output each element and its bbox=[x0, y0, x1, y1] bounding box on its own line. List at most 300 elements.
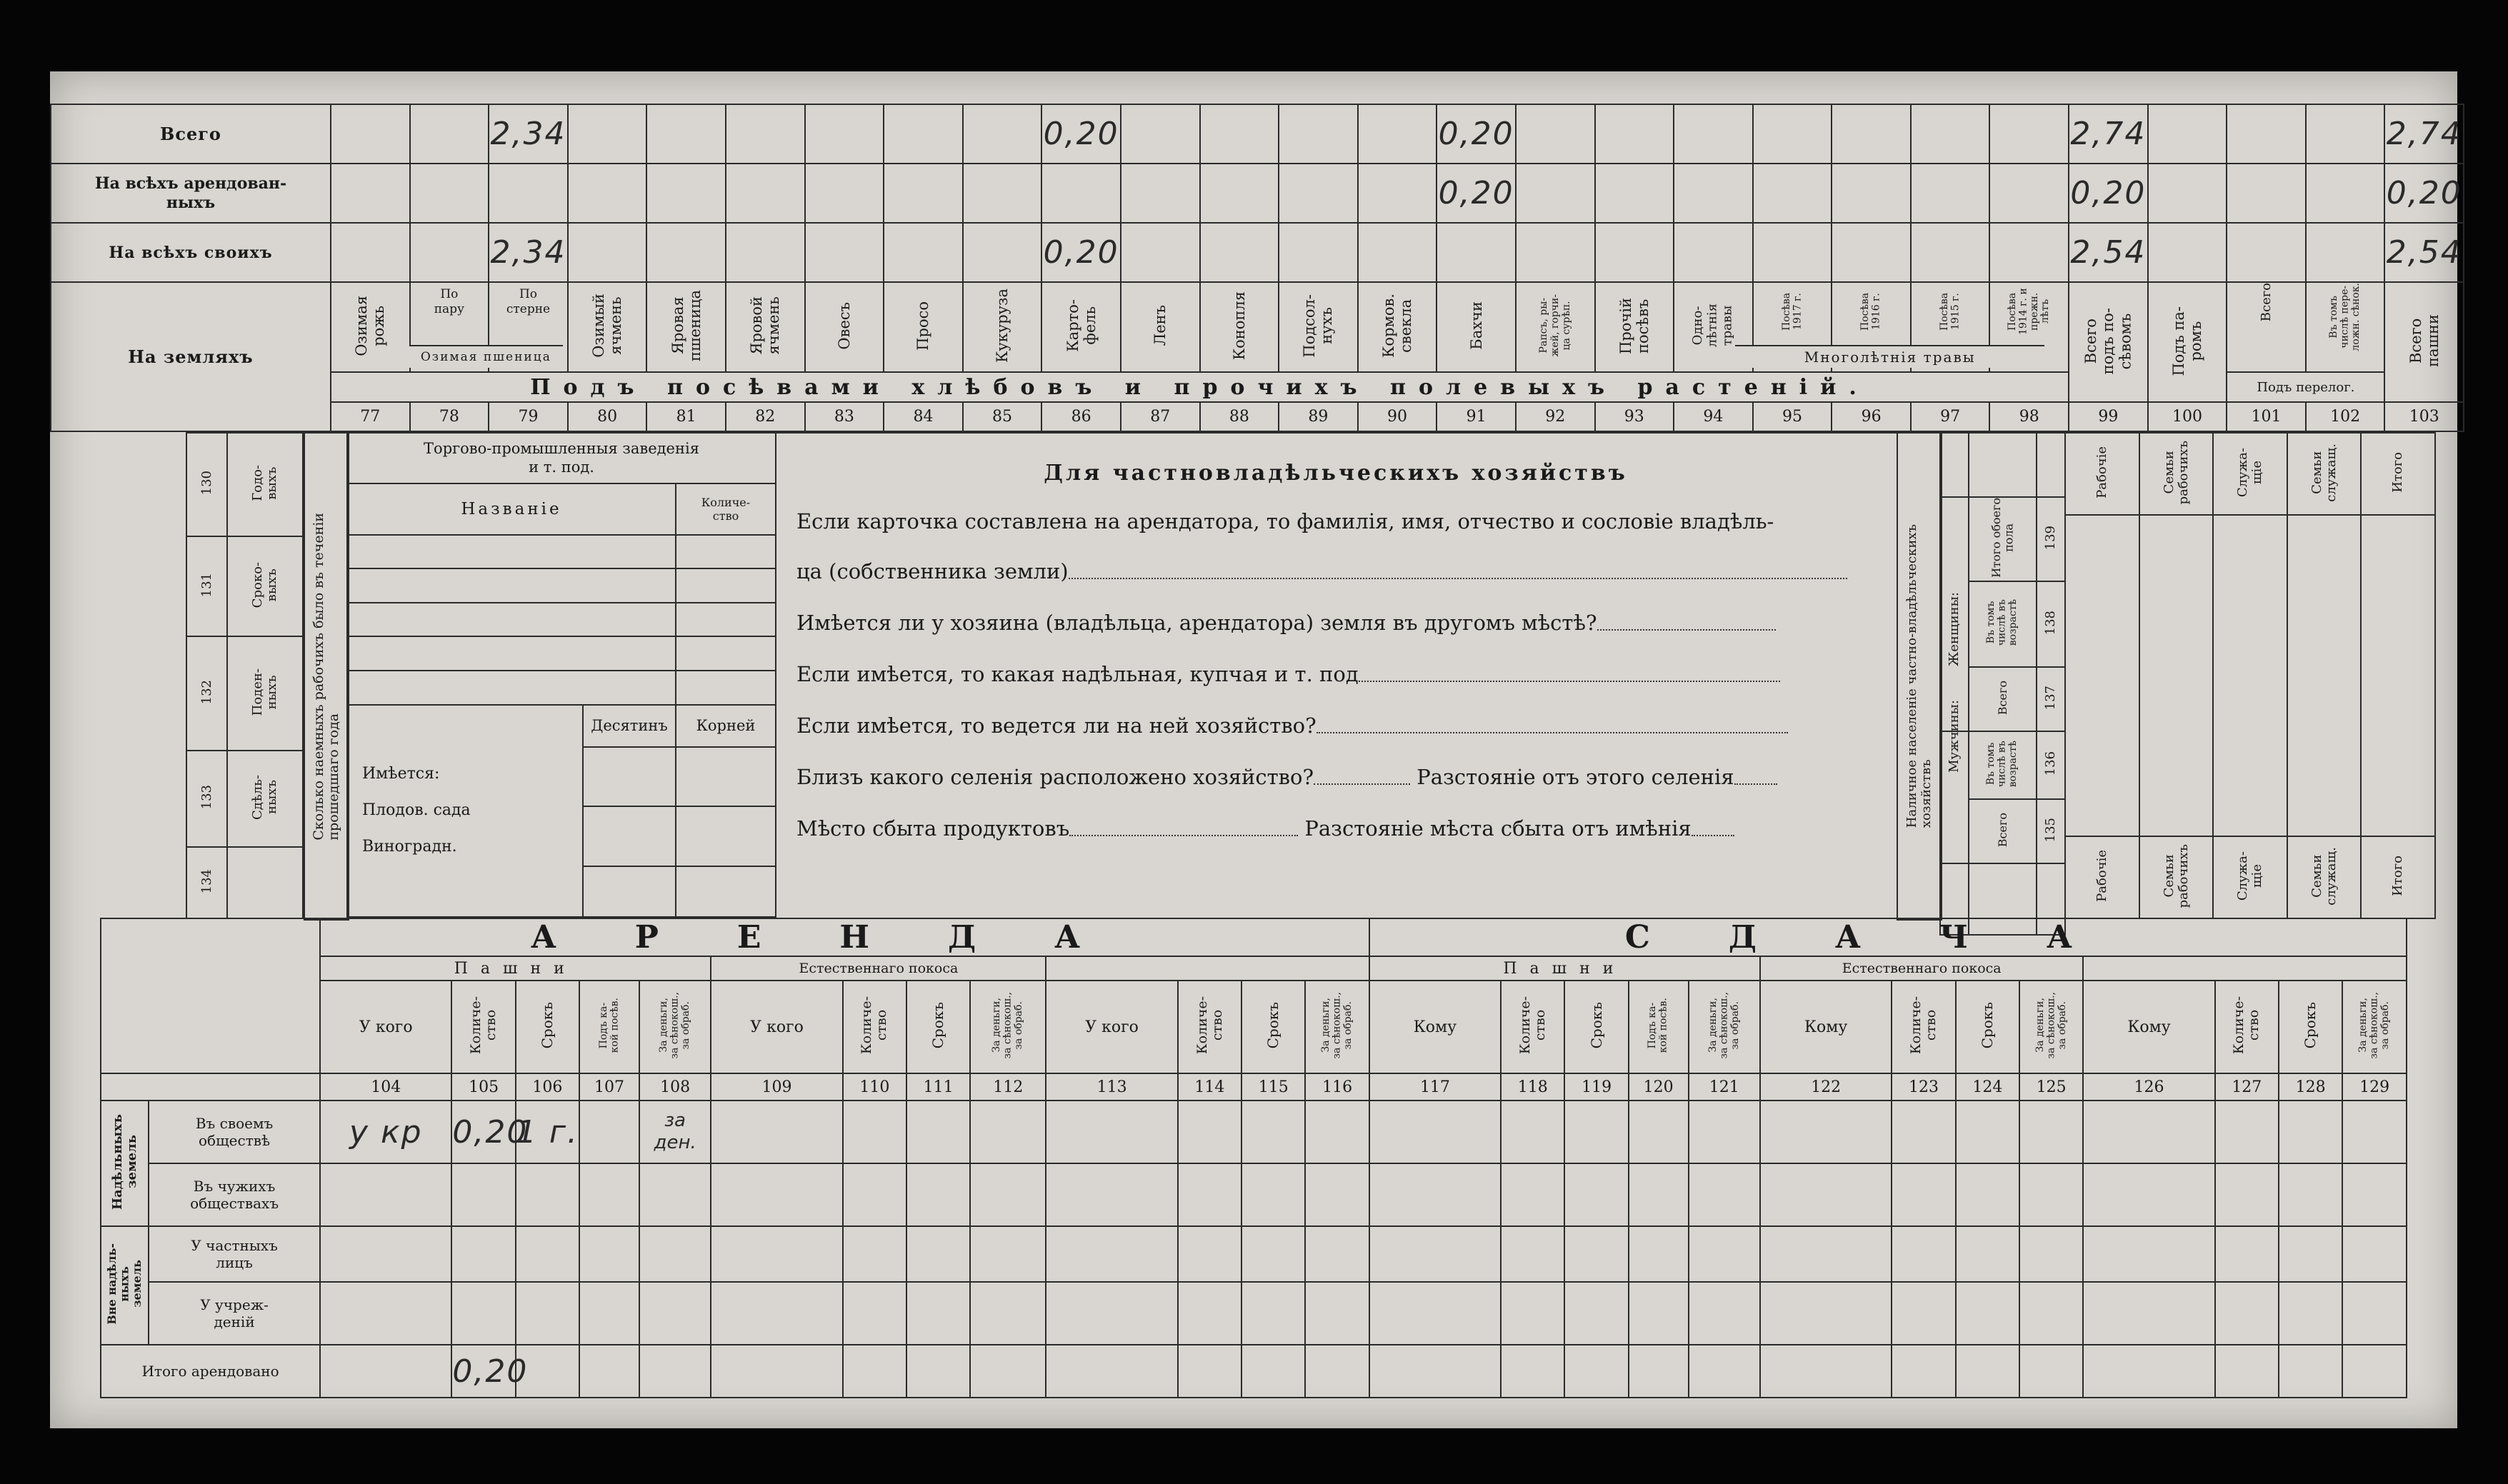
cell-svoi-85[interactable] bbox=[963, 223, 1042, 282]
arenda-cell[interactable] bbox=[1564, 1282, 1628, 1345]
arenda-cell[interactable] bbox=[2019, 1163, 2083, 1226]
arenda-cell[interactable] bbox=[516, 1282, 579, 1345]
arenda-cell[interactable] bbox=[2019, 1101, 2083, 1163]
arenda-cell[interactable] bbox=[2215, 1101, 2279, 1163]
arenda-cell[interactable] bbox=[1629, 1226, 1689, 1282]
cell-svoi-91[interactable] bbox=[1437, 223, 1516, 282]
arenda-cell[interactable] bbox=[1629, 1101, 1689, 1163]
arenda-cell[interactable] bbox=[906, 1226, 970, 1282]
col-head-label: Срокъ bbox=[1264, 1002, 1282, 1049]
cell-svoi-103[interactable] bbox=[2384, 223, 2464, 282]
arenda-cell[interactable] bbox=[2342, 1163, 2407, 1226]
arenda-cell[interactable] bbox=[1178, 1226, 1241, 1282]
cell-vsego-99[interactable] bbox=[2069, 104, 2148, 164]
handwritten-value: 0,20 bbox=[1043, 234, 1119, 271]
v-tom-chisle-m: Въ томъ числѣ въ возрастѣ bbox=[1985, 740, 2019, 788]
arenda-cell[interactable] bbox=[320, 1101, 451, 1163]
cell-vsego-80[interactable] bbox=[568, 104, 647, 164]
cell-arend-96[interactable] bbox=[1832, 164, 1911, 223]
col-header-82 bbox=[726, 282, 805, 372]
cell-svoi-84[interactable] bbox=[884, 223, 963, 282]
extra-korney[interactable] bbox=[676, 866, 776, 917]
arenda-cell[interactable] bbox=[579, 1101, 639, 1163]
cell-vsego-95[interactable] bbox=[1753, 104, 1832, 164]
sdacha-header: СДАЧА bbox=[1369, 918, 2407, 956]
cell-svoi-98[interactable] bbox=[1989, 223, 2069, 282]
arenda-cell[interactable] bbox=[320, 1163, 451, 1226]
cell-vsego-102[interactable] bbox=[2306, 104, 2385, 164]
nalichnoe-label: Наличное населенiе частно-владѣльческихъ хозяйствъ bbox=[1904, 524, 1934, 828]
arenda-cell[interactable] bbox=[451, 1282, 515, 1345]
cell-svoi-97[interactable] bbox=[1911, 223, 1990, 282]
cell-vsego-83[interactable] bbox=[805, 104, 884, 164]
col-label: Кормов. свекла bbox=[1379, 294, 1415, 358]
arenda-cell[interactable] bbox=[639, 1282, 711, 1345]
cell-vsego-96[interactable] bbox=[1832, 104, 1911, 164]
arenda-cell[interactable] bbox=[1892, 1282, 1955, 1345]
handwritten-value: 2,54 bbox=[2386, 234, 2462, 271]
arenda-cell[interactable] bbox=[1241, 1282, 1305, 1345]
col-header-90 bbox=[1358, 282, 1437, 372]
col-num-115: 115 bbox=[1241, 1073, 1305, 1101]
cell-svoi-94[interactable] bbox=[1674, 223, 1753, 282]
arenda-cell[interactable] bbox=[1956, 1101, 2019, 1163]
arenda-cell[interactable] bbox=[1241, 1345, 1305, 1398]
handwritten-value: 2,54 bbox=[2070, 234, 2147, 271]
cell-svoi-93[interactable] bbox=[1595, 223, 1674, 282]
arenda-cell[interactable] bbox=[1369, 1101, 1501, 1163]
col-head-komu bbox=[2083, 981, 2214, 1073]
arenda-cell[interactable] bbox=[2083, 1345, 2214, 1398]
cell-svoi-78[interactable] bbox=[410, 223, 489, 282]
arenda-cell[interactable] bbox=[906, 1163, 970, 1226]
cell-arend-94[interactable] bbox=[1674, 164, 1753, 223]
cell-arend-103[interactable] bbox=[2384, 164, 2464, 223]
arenda-cell[interactable] bbox=[2083, 1163, 2214, 1226]
col-num-116: 116 bbox=[1305, 1073, 1369, 1101]
torg-row-qty[interactable] bbox=[676, 603, 776, 637]
cell-vsego-92[interactable] bbox=[1516, 104, 1595, 164]
col-head-u_kogo bbox=[711, 981, 842, 1073]
arenda-cell[interactable] bbox=[639, 1226, 711, 1282]
col-header-85 bbox=[963, 282, 1042, 372]
torg-row-qty[interactable] bbox=[676, 636, 776, 671]
cell-svoi-88[interactable] bbox=[1200, 223, 1279, 282]
cell-vsego-79[interactable] bbox=[489, 104, 568, 164]
arenda-cell[interactable] bbox=[1564, 1101, 1628, 1163]
cell-svoi-79[interactable] bbox=[489, 223, 568, 282]
cell-arend-89[interactable] bbox=[1279, 164, 1358, 223]
cell-arend-86[interactable] bbox=[1041, 164, 1121, 223]
arenda-cell[interactable] bbox=[1892, 1226, 1955, 1282]
col-num-118: 118 bbox=[1501, 1073, 1564, 1101]
arenda-cell[interactable] bbox=[906, 1101, 970, 1163]
worker-cell[interactable] bbox=[2213, 515, 2287, 836]
col-head-kolichestvo bbox=[451, 981, 515, 1073]
arenda-cell[interactable] bbox=[1241, 1226, 1305, 1282]
cell-arend-80[interactable] bbox=[568, 164, 647, 223]
arenda-cell[interactable] bbox=[639, 1163, 711, 1226]
arenda-cell[interactable] bbox=[1178, 1282, 1241, 1345]
cell-arend-91[interactable] bbox=[1437, 164, 1516, 223]
arenda-cell[interactable] bbox=[1629, 1282, 1689, 1345]
arenda-cell[interactable] bbox=[1689, 1101, 1761, 1163]
cell-arend-84[interactable] bbox=[884, 164, 963, 223]
arenda-cell[interactable] bbox=[2215, 1163, 2279, 1226]
cell-arend-78[interactable] bbox=[410, 164, 489, 223]
cell-svoi-102[interactable] bbox=[2306, 223, 2385, 282]
col-label: Подсол- нухъ bbox=[1301, 294, 1336, 358]
cell-vsego-93[interactable] bbox=[1595, 104, 1674, 164]
arenda-cell[interactable] bbox=[1305, 1282, 1369, 1345]
cell-vsego-90[interactable] bbox=[1358, 104, 1437, 164]
arenda-cell[interactable] bbox=[2083, 1282, 2214, 1345]
arenda-cell[interactable] bbox=[843, 1226, 906, 1282]
arenda-cell[interactable] bbox=[1305, 1226, 1369, 1282]
arenda-cell[interactable] bbox=[2342, 1101, 2407, 1163]
vinograd-desyatin[interactable] bbox=[583, 806, 676, 866]
cell-arend-92[interactable] bbox=[1516, 164, 1595, 223]
cell-vsego-88[interactable] bbox=[1200, 104, 1279, 164]
question-6: Близъ какого селенiя расположено хозяйство? Разстоянiе отъ этого селенiя bbox=[796, 765, 1777, 789]
col-head-label: Подъ ка- кой посѣв. bbox=[597, 998, 620, 1053]
arenda-cell[interactable] bbox=[1501, 1101, 1564, 1163]
arenda-cell[interactable] bbox=[516, 1226, 579, 1282]
arenda-cell[interactable] bbox=[579, 1226, 639, 1282]
cell-vsego-98[interactable] bbox=[1989, 104, 2069, 164]
arenda-cell[interactable] bbox=[906, 1282, 970, 1345]
worker-cell[interactable] bbox=[2287, 515, 2362, 836]
arenda-cell[interactable] bbox=[1689, 1282, 1761, 1345]
cell-arend-85[interactable] bbox=[963, 164, 1042, 223]
arenda-cell[interactable] bbox=[1178, 1101, 1241, 1163]
worker-num-133: 133 bbox=[199, 785, 214, 810]
cell-svoi-96[interactable] bbox=[1832, 223, 1911, 282]
cell-arend-90[interactable] bbox=[1358, 164, 1437, 223]
worker-cell[interactable] bbox=[2361, 515, 2435, 836]
cell-vsego-87[interactable] bbox=[1121, 104, 1200, 164]
arenda-cell[interactable] bbox=[1689, 1226, 1761, 1282]
arenda-cell[interactable] bbox=[1241, 1101, 1305, 1163]
cell-arend-88[interactable] bbox=[1200, 164, 1279, 223]
col-num-94: 94 bbox=[1674, 402, 1753, 431]
arenda-cell[interactable] bbox=[2342, 1226, 2407, 1282]
col-header-84 bbox=[884, 282, 963, 372]
vsego-zh: Всего bbox=[1995, 680, 2009, 716]
sad-desyatin[interactable] bbox=[583, 747, 676, 806]
torg-row-qty[interactable] bbox=[676, 568, 776, 603]
arenda-cell[interactable] bbox=[1564, 1163, 1628, 1226]
cell-arend-102[interactable] bbox=[2306, 164, 2385, 223]
cell-svoi-101[interactable] bbox=[2227, 223, 2306, 282]
census-card bbox=[50, 71, 2462, 1428]
cell-vsego-81[interactable] bbox=[646, 104, 726, 164]
arenda-cell[interactable] bbox=[2019, 1226, 2083, 1282]
arenda-cell[interactable] bbox=[906, 1345, 970, 1398]
col-head-kolichestvo bbox=[843, 981, 906, 1073]
cell-svoi-77[interactable] bbox=[331, 223, 410, 282]
cell-arend-99[interactable] bbox=[2069, 164, 2148, 223]
arenda-cell[interactable] bbox=[516, 1163, 579, 1226]
cell-vsego-78[interactable] bbox=[410, 104, 489, 164]
workers-table bbox=[2064, 432, 2436, 918]
cell-svoi-82[interactable] bbox=[726, 223, 805, 282]
arenda-cell[interactable] bbox=[970, 1163, 1046, 1226]
nadelnykh-label: Надѣльныхъ земель bbox=[109, 1114, 139, 1210]
arenda-cell[interactable] bbox=[970, 1226, 1046, 1282]
torg-row[interactable] bbox=[347, 636, 676, 671]
cell-vsego-97[interactable] bbox=[1911, 104, 1990, 164]
col-label: Овесъ bbox=[835, 301, 853, 350]
cell-arend-98[interactable] bbox=[1989, 164, 2069, 223]
cell-arend-81[interactable] bbox=[646, 164, 726, 223]
arenda-cell[interactable] bbox=[1305, 1163, 1369, 1226]
cell-vsego-94[interactable] bbox=[1674, 104, 1753, 164]
arenda-cell[interactable] bbox=[2083, 1226, 2214, 1282]
arenda-cell[interactable] bbox=[2279, 1163, 2342, 1226]
col-head-label: Срокъ bbox=[538, 1002, 556, 1049]
col-head-kolichestvo bbox=[1178, 981, 1241, 1073]
arenda-cell[interactable] bbox=[1369, 1282, 1501, 1345]
torg-row[interactable] bbox=[347, 671, 676, 705]
arenda-cell[interactable] bbox=[1760, 1163, 1892, 1226]
arenda-cell[interactable] bbox=[579, 1282, 639, 1345]
col-head-label: Срокъ bbox=[2302, 1002, 2319, 1049]
cell-svoi-86[interactable] bbox=[1041, 223, 1121, 282]
cell-svoi-95[interactable] bbox=[1753, 223, 1832, 282]
col-head-label: У кого bbox=[359, 1018, 413, 1036]
arenda-cell[interactable] bbox=[1629, 1345, 1689, 1398]
arenda-cell[interactable] bbox=[1760, 1345, 1892, 1398]
arenda-cell[interactable] bbox=[2215, 1282, 2279, 1345]
cell-svoi-90[interactable] bbox=[1358, 223, 1437, 282]
arenda-cell[interactable] bbox=[711, 1101, 842, 1163]
cell-arend-77[interactable] bbox=[331, 164, 410, 223]
arenda-cell[interactable] bbox=[843, 1345, 906, 1398]
col-head-srok bbox=[1956, 981, 2019, 1073]
vinograd-korney[interactable] bbox=[676, 806, 776, 866]
cell-arend-101[interactable] bbox=[2227, 164, 2306, 223]
arenda-cell[interactable] bbox=[1305, 1101, 1369, 1163]
col-num-105: 105 bbox=[451, 1073, 515, 1101]
cell-vsego-100[interactable] bbox=[2148, 104, 2227, 164]
worker-head-bottom: Итого bbox=[2390, 856, 2406, 896]
arenda-cell[interactable] bbox=[2279, 1282, 2342, 1345]
arenda-cell[interactable] bbox=[1501, 1226, 1564, 1282]
skolko-label: Сколько наемныхъ рабочихъ было въ теченiи прошедшаго года bbox=[311, 512, 341, 841]
arenda-cell[interactable] bbox=[2342, 1345, 2407, 1398]
arenda-cell[interactable] bbox=[320, 1345, 451, 1398]
col-header-88 bbox=[1200, 282, 1279, 372]
arenda-cell[interactable] bbox=[1760, 1101, 1892, 1163]
cell-vsego-82[interactable] bbox=[726, 104, 805, 164]
arenda-cell[interactable] bbox=[451, 1345, 529, 1398]
cell-vsego-91[interactable] bbox=[1437, 104, 1516, 164]
arenda-cell[interactable] bbox=[970, 1282, 1046, 1345]
col-num-79: 79 bbox=[489, 402, 568, 431]
arenda-cell[interactable] bbox=[1046, 1163, 1177, 1226]
arenda-cell[interactable] bbox=[1564, 1345, 1628, 1398]
col-head-za_dengi bbox=[1689, 981, 1761, 1073]
torg-row[interactable] bbox=[347, 568, 676, 603]
arenda-cell[interactable] bbox=[1892, 1101, 1955, 1163]
cell-arend-97[interactable] bbox=[1911, 164, 1990, 223]
cell-vsego-84[interactable] bbox=[884, 104, 963, 164]
arenda-cell[interactable] bbox=[2279, 1101, 2342, 1163]
torg-row[interactable] bbox=[347, 603, 676, 637]
arenda-cell[interactable] bbox=[1689, 1163, 1761, 1226]
cell-svoi-99[interactable] bbox=[2069, 223, 2148, 282]
arenda-cell[interactable] bbox=[1629, 1163, 1689, 1226]
sad-korney[interactable] bbox=[676, 747, 776, 806]
arenda-cell[interactable] bbox=[1689, 1345, 1761, 1398]
arenda-cell[interactable] bbox=[1760, 1226, 1892, 1282]
question-1: Если карточка составлена на арендатора, то фамилiя, имя, отчество и сословiе владѣль- bbox=[796, 509, 1774, 533]
pop-num-139: 139 bbox=[2043, 525, 2059, 551]
torg-row[interactable] bbox=[347, 535, 676, 569]
cell-svoi-100[interactable] bbox=[2148, 223, 2227, 282]
arenda-cell[interactable] bbox=[1178, 1345, 1241, 1398]
cell-svoi-92[interactable] bbox=[1516, 223, 1595, 282]
col-num-111: 111 bbox=[906, 1073, 970, 1101]
cell-arend-79[interactable] bbox=[489, 164, 568, 223]
arenda-cell[interactable] bbox=[639, 1101, 711, 1163]
arenda-header: АРЕНДА bbox=[320, 918, 1369, 956]
arenda-cell[interactable] bbox=[711, 1226, 842, 1282]
cell-arend-87[interactable] bbox=[1121, 164, 1200, 223]
arenda-cell[interactable] bbox=[1305, 1345, 1369, 1398]
arenda-cell[interactable] bbox=[2279, 1226, 2342, 1282]
torg-row-qty[interactable] bbox=[676, 535, 776, 569]
arenda-cell[interactable] bbox=[970, 1101, 1046, 1163]
col-num-127: 127 bbox=[2215, 1073, 2279, 1101]
col-label: Въ томъ числѣ пере- ложн. сѣнок. bbox=[2328, 283, 2362, 351]
handwritten-value: 2,34 bbox=[490, 116, 566, 153]
arenda-cell[interactable] bbox=[579, 1345, 639, 1398]
arenda-cell[interactable] bbox=[1501, 1282, 1564, 1345]
arenda-cell[interactable] bbox=[711, 1345, 842, 1398]
arenda-cell[interactable] bbox=[711, 1163, 842, 1226]
arenda-cell[interactable] bbox=[1501, 1345, 1564, 1398]
col-num-110: 110 bbox=[843, 1073, 906, 1101]
cell-arend-100[interactable] bbox=[2148, 164, 2227, 223]
arenda-cell[interactable] bbox=[1501, 1163, 1564, 1226]
cell-arend-82[interactable] bbox=[726, 164, 805, 223]
arenda-cell[interactable] bbox=[2215, 1226, 2279, 1282]
cell-vsego-86[interactable] bbox=[1041, 104, 1121, 164]
pop-num-136: 136 bbox=[2043, 751, 2059, 776]
arenda-cell[interactable] bbox=[2342, 1282, 2407, 1345]
extra-desyatin[interactable] bbox=[583, 866, 676, 917]
arenda-cell[interactable] bbox=[639, 1345, 711, 1398]
arenda-cell[interactable] bbox=[2083, 1101, 2214, 1163]
arenda-cell[interactable] bbox=[843, 1282, 906, 1345]
col-header-103 bbox=[2384, 282, 2464, 402]
worker-head-top: Итого bbox=[2390, 452, 2406, 493]
cell-svoi-83[interactable] bbox=[805, 223, 884, 282]
arenda-cell[interactable] bbox=[1892, 1345, 1955, 1398]
worker-cell[interactable] bbox=[2065, 515, 2139, 836]
arenda-cell[interactable] bbox=[1369, 1163, 1501, 1226]
row-label-arend: На всѣхъ арендован- ныхъ bbox=[51, 164, 331, 223]
col-head-label: У кого bbox=[750, 1018, 804, 1036]
col-num-77: 77 bbox=[331, 402, 410, 431]
col-num-122: 122 bbox=[1760, 1073, 1892, 1101]
arenda-cell[interactable] bbox=[451, 1163, 515, 1226]
col-head-label: За деньги, за сѣнокош., за обраб. bbox=[2034, 992, 2068, 1059]
arenda-cell[interactable] bbox=[451, 1226, 515, 1282]
arenda-cell[interactable] bbox=[320, 1282, 451, 1345]
arenda-cell[interactable] bbox=[711, 1282, 842, 1345]
pop-num-138: 138 bbox=[2043, 610, 2059, 636]
arenda-cell[interactable] bbox=[1760, 1282, 1892, 1345]
col-label: Прочiй посѣвъ bbox=[1617, 297, 1652, 354]
arenda-cell[interactable] bbox=[1956, 1345, 2019, 1398]
cell-svoi-81[interactable] bbox=[646, 223, 726, 282]
cell-arend-95[interactable] bbox=[1753, 164, 1832, 223]
arenda-cell[interactable] bbox=[1046, 1101, 1177, 1163]
arenda-cell[interactable] bbox=[2019, 1345, 2083, 1398]
col-num-119: 119 bbox=[1564, 1073, 1628, 1101]
torg-row-qty[interactable] bbox=[676, 671, 776, 705]
cell-svoi-89[interactable] bbox=[1279, 223, 1358, 282]
col-head-srok bbox=[516, 981, 579, 1073]
cell-vsego-101[interactable] bbox=[2227, 104, 2306, 164]
pop-num-135: 135 bbox=[2043, 817, 2059, 843]
col-label: Посѣва 1914 г. и прежн. лѣтъ bbox=[2006, 288, 2052, 336]
cell-vsego-89[interactable] bbox=[1279, 104, 1358, 164]
arenda-cell[interactable] bbox=[2279, 1345, 2342, 1398]
arenda-cell[interactable] bbox=[1956, 1226, 2019, 1282]
arenda-cell[interactable] bbox=[1241, 1163, 1305, 1226]
arenda-cell[interactable] bbox=[1892, 1163, 1955, 1226]
col-header-102 bbox=[2306, 282, 2385, 372]
u-uchrezhd-label: У учреж- денiй bbox=[149, 1282, 320, 1345]
arenda-cell[interactable] bbox=[1369, 1345, 1501, 1398]
worker-cell[interactable] bbox=[2139, 515, 2214, 836]
arenda-cell[interactable] bbox=[843, 1101, 906, 1163]
sdacha-pokos: Естественнаго покоса bbox=[1760, 956, 2083, 981]
cell-arend-83[interactable] bbox=[805, 164, 884, 223]
kolichestvo-header: Количе- ство bbox=[676, 483, 776, 534]
arenda-cell[interactable] bbox=[1956, 1282, 2019, 1345]
arenda-cell[interactable] bbox=[1178, 1163, 1241, 1226]
cell-svoi-80[interactable] bbox=[568, 223, 647, 282]
arenda-cell[interactable] bbox=[1956, 1163, 2019, 1226]
arenda-cell[interactable] bbox=[970, 1345, 1046, 1398]
cell-vsego-77[interactable] bbox=[331, 104, 410, 164]
col-head-pod_kakoy bbox=[1629, 981, 1689, 1073]
arenda-cell[interactable] bbox=[516, 1101, 579, 1163]
col-head-za_dengi bbox=[970, 981, 1046, 1073]
arenda-cell[interactable] bbox=[320, 1226, 451, 1282]
cell-vsego-103[interactable] bbox=[2384, 104, 2464, 164]
cell-svoi-87[interactable] bbox=[1121, 223, 1200, 282]
arenda-cell[interactable] bbox=[843, 1163, 906, 1226]
arenda-cell[interactable] bbox=[1046, 1282, 1177, 1345]
cell-vsego-85[interactable] bbox=[963, 104, 1042, 164]
arenda-cell[interactable] bbox=[451, 1101, 529, 1163]
arenda-cell[interactable] bbox=[1369, 1226, 1501, 1282]
arenda-cell[interactable] bbox=[1046, 1345, 1177, 1398]
cell-arend-93[interactable] bbox=[1595, 164, 1674, 223]
handwritten-value: 2,74 bbox=[2386, 116, 2462, 153]
arenda-cell[interactable] bbox=[579, 1163, 639, 1226]
arenda-cell[interactable] bbox=[2019, 1282, 2083, 1345]
arenda-cell[interactable] bbox=[2215, 1345, 2279, 1398]
arenda-cell[interactable] bbox=[1564, 1226, 1628, 1282]
arenda-cell[interactable] bbox=[1046, 1226, 1177, 1282]
